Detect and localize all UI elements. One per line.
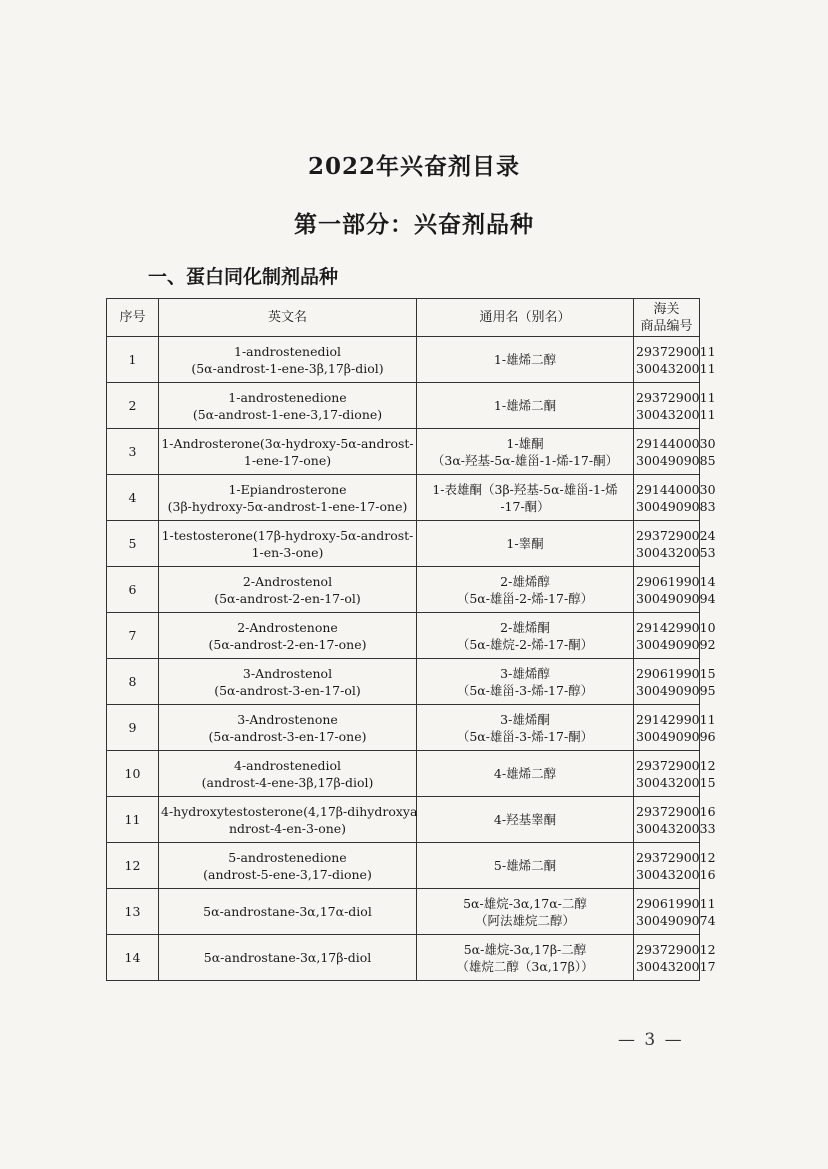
row-customs-code-line: 3004909074	[636, 912, 716, 928]
header-serial-number: 序号	[107, 299, 159, 337]
row-english-name-line: 1-en-3-one)	[251, 544, 324, 560]
row-english-name	[159, 797, 417, 843]
row-serial-number: 8	[107, 659, 159, 705]
table-row	[107, 337, 700, 383]
row-customs-code-line: 2937290011	[636, 343, 716, 359]
table-row	[107, 521, 700, 567]
row-generic-name-line: 3-雄烯醇	[500, 665, 550, 681]
row-english-name-line: (androst-5-ene-3,17-dione)	[203, 866, 372, 882]
row-customs-code-line: 2914299011	[636, 711, 716, 727]
document-subtitle: 第一部分：兴奋剂品种	[294, 211, 534, 238]
row-english-name	[159, 613, 417, 659]
row-english-name	[159, 383, 417, 429]
row-serial-number: 7	[107, 613, 159, 659]
row-english-name-line: 1-testosterone(17β-hydroxy-5α-androst-	[161, 527, 414, 543]
row-customs-code-line: 3004320015	[636, 774, 716, 790]
row-customs-code	[634, 613, 716, 659]
row-generic-name-line: -17-酮）	[500, 498, 550, 514]
row-generic-name-line: 1-睾酮	[506, 536, 544, 551]
table-body	[107, 337, 716, 981]
table-row	[107, 613, 700, 659]
row-generic-name-line: 4-羟基睾酮	[493, 812, 557, 827]
row-customs-code-line: 3004320053	[636, 544, 716, 560]
row-generic-name	[417, 567, 634, 613]
row-english-name-line: 1-androstenediol	[234, 343, 341, 359]
row-serial-number: 5	[107, 521, 159, 567]
row-english-name-line: 1-Androsterone(3α-hydroxy-5α-androst-	[161, 435, 414, 451]
row-customs-code-line: 2937290012	[636, 757, 716, 773]
table-row	[107, 475, 700, 521]
row-english-name-line: (5α-androst-1-ene-3,17-dione)	[192, 406, 383, 422]
row-english-name	[159, 475, 417, 521]
row-english-name-line: (5α-androst-3-en-17-ol)	[214, 682, 361, 698]
row-generic-name	[417, 751, 634, 797]
row-generic-name	[417, 383, 634, 429]
row-serial-number: 11	[107, 797, 159, 843]
row-customs-code	[634, 705, 716, 751]
row-customs-code-line: 3004909095	[636, 682, 716, 698]
page-number: — 3 —	[618, 1030, 684, 1050]
row-customs-code	[634, 383, 716, 429]
row-english-name-line: (3β-hydroxy-5α-androst-1-ene-17-one)	[167, 498, 408, 514]
row-customs-code-line: 2906199015	[636, 665, 716, 681]
row-customs-code	[634, 429, 716, 475]
row-generic-name	[417, 475, 634, 521]
row-generic-name	[417, 659, 634, 705]
row-customs-code-line: 3004909092	[636, 636, 716, 652]
header-generic-name: 通用名（别名）	[417, 299, 634, 337]
row-generic-name-line: 1-雄酮	[506, 435, 544, 451]
row-generic-name-line: （5α-雄甾-2-烯-17-醇）	[456, 590, 594, 606]
row-english-name-line: 4-hydroxytestosterone(4,17β-dihydroxya	[161, 803, 418, 819]
row-serial-number: 13	[107, 889, 159, 935]
row-english-name	[159, 429, 417, 475]
row-customs-code	[634, 521, 716, 567]
row-english-name	[159, 889, 417, 935]
table-header-row	[107, 299, 700, 337]
row-generic-name-line: 3-雄烯酮	[500, 711, 550, 727]
document-title: 2022年兴奋剂目录	[307, 153, 520, 180]
row-english-name-line: 4-androstenediol	[234, 757, 341, 773]
row-generic-name-line: 5α-雄烷-3α,17α-二醇	[463, 895, 587, 911]
row-customs-code-line: 3004320016	[636, 866, 716, 882]
table-row	[107, 705, 700, 751]
row-english-name-line: 2-Androstenone	[237, 619, 338, 635]
row-customs-code-line: 3004320017	[636, 958, 716, 974]
row-generic-name	[417, 521, 634, 567]
row-generic-name-line: （雄烷二醇（3α,17β））	[456, 958, 594, 974]
row-generic-name-line: 1-雄烯二醇	[493, 352, 557, 367]
row-english-name-line: 1-androstenedione	[228, 389, 347, 405]
row-generic-name-line: （3α-羟基-5α-雄甾-1-烯-17-酮）	[431, 452, 619, 468]
row-generic-name	[417, 337, 634, 383]
row-english-name	[159, 567, 417, 613]
row-generic-name-line: 1-表雄酮（3β-羟基-5α-雄甾-1-烯	[432, 481, 618, 497]
table-row	[107, 567, 700, 613]
header-customs-code-line2: 商品编号	[640, 318, 693, 334]
row-generic-name	[417, 843, 634, 889]
row-serial-number: 9	[107, 705, 159, 751]
row-generic-name-line: 2-雄烯醇	[500, 573, 550, 589]
row-customs-code	[634, 475, 716, 521]
row-customs-code-line: 3004320011	[636, 406, 716, 422]
header-customs-code	[634, 299, 700, 337]
row-english-name-line: 3-Androstenol	[242, 665, 333, 681]
section-heading: 一、蛋白同化制剂品种	[148, 266, 339, 288]
row-customs-code	[634, 935, 716, 981]
row-customs-code	[634, 843, 716, 889]
row-generic-name	[417, 889, 634, 935]
row-customs-code-line: 2914400030	[636, 435, 716, 451]
row-generic-name-line: （阿法雄烷二醇）	[474, 912, 575, 928]
row-generic-name	[417, 935, 634, 981]
row-english-name-line: (5α-androst-3-en-17-one)	[208, 728, 367, 744]
row-generic-name	[417, 429, 634, 475]
row-customs-code	[634, 751, 716, 797]
table-row	[107, 935, 700, 981]
row-serial-number: 2	[107, 383, 159, 429]
row-english-name	[159, 935, 417, 981]
row-customs-code	[634, 659, 716, 705]
table-row	[107, 843, 700, 889]
row-english-name-line: 5α-androstane-3α,17α-diol	[203, 904, 372, 919]
row-customs-code-line: 3004320011	[636, 360, 716, 376]
row-english-name	[159, 751, 417, 797]
row-customs-code	[634, 567, 716, 613]
row-english-name	[159, 705, 417, 751]
row-generic-name	[417, 797, 634, 843]
row-serial-number: 3	[107, 429, 159, 475]
row-serial-number: 10	[107, 751, 159, 797]
row-customs-code-line: 2937290012	[636, 941, 716, 957]
row-english-name-line: (5α-androst-2-en-17-one)	[208, 636, 367, 652]
header-customs-code-line1: 海关	[653, 301, 680, 317]
row-generic-name	[417, 705, 634, 751]
row-english-name-line: 2-Androstenol	[242, 573, 333, 589]
row-customs-code	[634, 889, 716, 935]
drug-table	[106, 298, 716, 981]
table-row	[107, 889, 700, 935]
row-customs-code-line: 3004320033	[636, 820, 716, 836]
row-english-name-line: (5α-androst-2-en-17-ol)	[214, 590, 361, 606]
row-generic-name-line: 5α-雄烷-3α,17β-二醇	[463, 941, 587, 957]
row-customs-code-line: 3004909094	[636, 590, 716, 606]
row-generic-name-line: （5α-雄甾-3-烯-17-醇）	[456, 682, 594, 698]
row-serial-number: 6	[107, 567, 159, 613]
row-english-name	[159, 521, 417, 567]
row-customs-code	[634, 797, 716, 843]
row-generic-name	[417, 613, 634, 659]
row-customs-code-line: 3004909085	[636, 452, 716, 468]
row-generic-name-line: （5α-雄甾-3-烯-17-酮）	[456, 728, 594, 744]
row-generic-name-line: 1-雄烯二酮	[493, 398, 557, 413]
row-generic-name-line: （5α-雄烷-2-烯-17-酮）	[456, 636, 594, 652]
row-customs-code-line: 2906199011	[636, 895, 716, 911]
row-serial-number: 1	[107, 337, 159, 383]
row-customs-code	[634, 337, 716, 383]
row-english-name	[159, 337, 417, 383]
row-generic-name-line: 2-雄烯酮	[500, 619, 550, 635]
table-row	[107, 751, 700, 797]
row-serial-number: 12	[107, 843, 159, 889]
row-english-name-line: 5-androstenedione	[228, 849, 347, 865]
row-customs-code-line: 3004909083	[636, 498, 716, 514]
row-customs-code-line: 3004909096	[636, 728, 716, 744]
row-english-name	[159, 843, 417, 889]
row-customs-code-line: 2937290011	[636, 389, 716, 405]
row-serial-number: 4	[107, 475, 159, 521]
table-row	[107, 429, 700, 475]
table-row	[107, 659, 700, 705]
row-generic-name-line: 5-雄烯二酮	[493, 858, 557, 873]
row-english-name-line: ndrost-4-en-3-one)	[228, 820, 347, 836]
row-english-name-line: 3-Androstenone	[237, 711, 338, 727]
row-english-name-line: 1-ene-17-one)	[243, 452, 332, 468]
row-english-name-line: (5α-androst-1-ene-3β,17β-diol)	[191, 360, 384, 376]
row-customs-code-line: 2937290012	[636, 849, 716, 865]
row-generic-name-line: 4-雄烯二醇	[493, 766, 557, 781]
row-english-name-line: 1-Epiandrosterone	[228, 481, 347, 497]
row-customs-code-line: 2914400030	[636, 481, 716, 497]
row-english-name-line: (androst-4-ene-3β,17β-diol)	[201, 774, 374, 790]
row-customs-code-line: 2914299010	[636, 619, 716, 635]
row-serial-number: 14	[107, 935, 159, 981]
row-customs-code-line: 2937290024	[636, 527, 716, 543]
table-row	[107, 383, 700, 429]
row-customs-code-line: 2937290016	[636, 803, 716, 819]
row-english-name-line: 5α-androstane-3α,17β-diol	[203, 950, 372, 965]
row-customs-code-line: 2906199014	[636, 573, 716, 589]
table-row	[107, 797, 700, 843]
row-english-name	[159, 659, 417, 705]
header-english-name: 英文名	[159, 299, 417, 337]
